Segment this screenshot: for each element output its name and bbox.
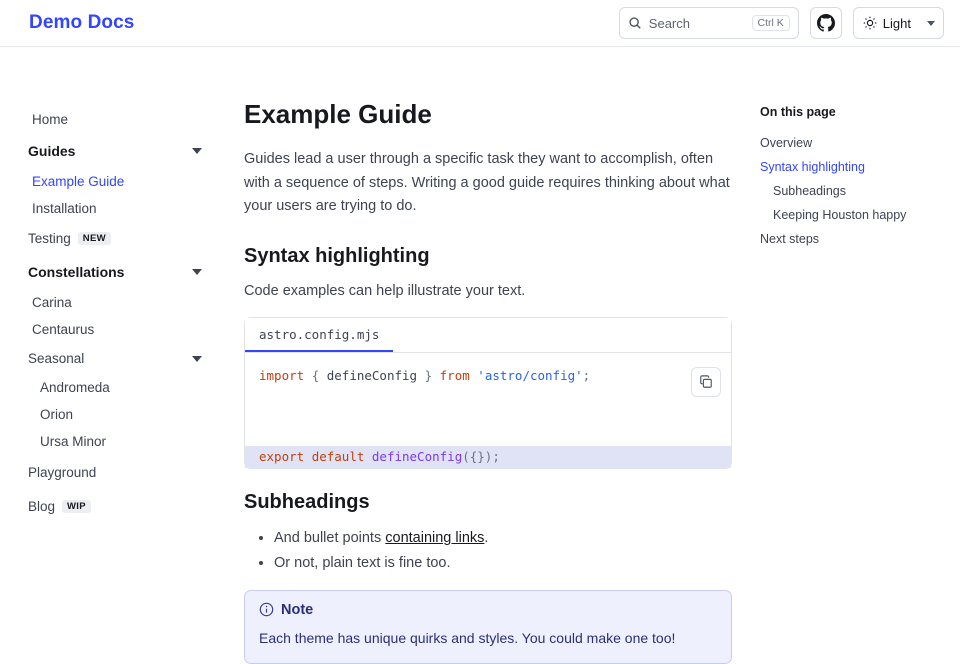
header-actions: [619, 7, 944, 39]
sidebar-item-label: Orion: [40, 407, 74, 422]
syntax-intro-text: Code examples can help illustrate your text.: [244, 282, 526, 299]
code-token-identifier: defineConfig: [326, 367, 418, 383]
sidebar-item-label: Centaurus: [32, 322, 95, 337]
sidebar-group-guides[interactable]: [0, 134, 228, 168]
chevron-down-icon: [192, 269, 202, 275]
sidebar-item-centaurus[interactable]: [0, 316, 228, 343]
theme-label: Light: [882, 15, 911, 31]
toc-item-syntax-highlighting[interactable]: Syntax highlighting: [760, 160, 865, 174]
github-icon: [817, 14, 835, 32]
site-header: [0, 0, 960, 47]
code-token-semicolon: ;: [582, 367, 591, 383]
site-brand[interactable]: Demo Docs: [29, 12, 135, 33]
sidebar-item-carina[interactable]: [0, 289, 228, 316]
page-title: Example Guide: [244, 99, 432, 129]
sidebar-group-guides-label: Guides: [28, 143, 76, 159]
list-item: [274, 551, 732, 576]
sidebar-item-label: Andromeda: [40, 380, 110, 395]
toc-title: On this page: [760, 105, 836, 119]
code-token-brace-open: {: [311, 367, 320, 383]
code-token-from: from: [439, 367, 470, 383]
code-body: [245, 353, 731, 468]
code-line-2: [245, 446, 731, 467]
code-token-brace-close: }: [424, 367, 433, 383]
toc-item-subheadings[interactable]: Subheadings: [773, 184, 846, 198]
code-token-string: 'astro/config': [477, 367, 583, 383]
search-input[interactable]: [619, 7, 799, 39]
code-token-args: ({});: [462, 449, 500, 465]
sidebar: [0, 47, 228, 540]
code-line-blank: [245, 406, 731, 427]
sidebar-item-label: Carina: [32, 295, 72, 310]
list-item-text-pre: Or not, plain text is fine too.: [274, 554, 451, 571]
table-of-contents: [760, 47, 960, 540]
chevron-down-icon: [927, 21, 935, 26]
code-tabs: [245, 318, 731, 353]
sidebar-item-ursa-minor[interactable]: [0, 428, 228, 455]
code-token-function: defineConfig: [371, 449, 463, 465]
sidebar-item-label: Example Guide: [32, 174, 125, 189]
sidebar-item-label: Blog: [28, 499, 56, 514]
chevron-down-icon: [192, 148, 202, 154]
bullet-list: [244, 526, 732, 576]
sidebar-item-example-guide[interactable]: [0, 168, 228, 195]
sidebar-group-constellations[interactable]: [0, 255, 228, 289]
theme-select[interactable]: [853, 7, 944, 39]
sidebar-item-andromeda[interactable]: [0, 374, 228, 401]
main-content: [228, 47, 760, 646]
sidebar-item-label: Ursa Minor: [40, 434, 107, 449]
sidebar-item-label: Playground: [28, 465, 97, 480]
info-icon: [259, 602, 274, 617]
search-shortcut: Ctrl K: [752, 15, 790, 32]
page-lead-paragraph: Guides lead a user through a specific task they want to accomplish, often with a sequence of steps. Writing a good guide requires thinking about what your users are trying to do.: [244, 151, 730, 215]
code-line-1: [245, 365, 731, 386]
page-layout: [0, 47, 960, 646]
sidebar-item-label: Testing: [28, 231, 71, 246]
status-badge: NEW: [78, 232, 111, 246]
note-callout: [244, 590, 732, 664]
code-token-export: export: [259, 449, 305, 465]
section-heading-subheadings: Subheadings: [244, 490, 370, 513]
section-heading-syntax-highlighting: Syntax highlighting: [244, 244, 430, 267]
sidebar-group-seasonal-label: Seasonal: [28, 351, 85, 366]
sidebar-item-playground[interactable]: [0, 455, 228, 490]
note-header: [259, 602, 717, 618]
note-body: Each theme has unique quirks and styles. You could make one too!: [259, 629, 676, 646]
sidebar-item-installation[interactable]: [0, 195, 228, 222]
code-tab-filename[interactable]: astro.config.mjs: [245, 318, 393, 352]
code-token-import: import: [259, 367, 305, 383]
code-token-default: default: [311, 449, 365, 465]
copy-button[interactable]: [691, 367, 721, 397]
sidebar-group-seasonal[interactable]: [0, 343, 228, 374]
list-item: [274, 526, 732, 551]
list-item-text-pre: And bullet points: [274, 529, 386, 546]
code-block: [244, 317, 732, 469]
search-icon: [628, 16, 642, 30]
sidebar-item-blog[interactable]: [0, 490, 228, 523]
sidebar-item-home[interactable]: Home: [32, 112, 69, 127]
list-item-text-post: .: [484, 529, 489, 546]
toc-item-overview[interactable]: Overview: [760, 136, 813, 150]
toc-item-keeping-houston-happy[interactable]: Keeping Houston happy: [773, 208, 907, 222]
chevron-down-icon: [192, 356, 202, 362]
sidebar-item-orion[interactable]: [0, 401, 228, 428]
sidebar-item-label: Installation: [32, 201, 97, 216]
inline-link[interactable]: containing links: [385, 529, 485, 546]
github-link[interactable]: [810, 7, 842, 39]
copy-icon: [699, 375, 713, 389]
sun-icon: [863, 16, 877, 30]
toc-item-next-steps[interactable]: Next steps: [760, 232, 820, 246]
search-placeholder: Search: [648, 15, 690, 31]
note-title: Note: [281, 601, 314, 618]
sidebar-group-constellations-label: Constellations: [28, 264, 125, 280]
sidebar-item-testing[interactable]: [0, 222, 228, 255]
code-content: [245, 365, 731, 468]
status-badge: WIP: [62, 500, 91, 514]
